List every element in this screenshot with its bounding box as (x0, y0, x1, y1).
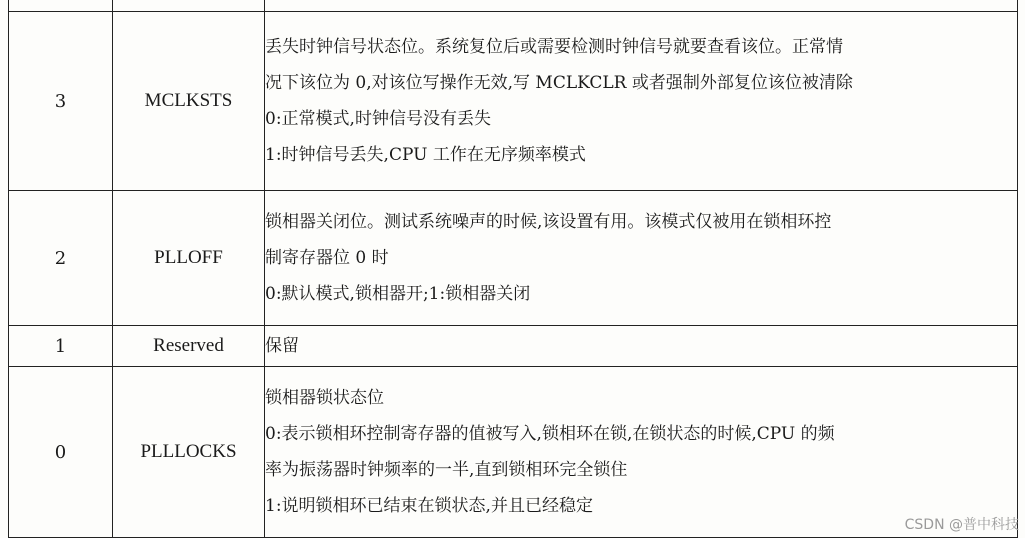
field-name: MCLKSTS (113, 12, 265, 191)
bit-number: 1 (9, 326, 113, 367)
description-line: 况下该位为 0,对该位写操作无效,写 MCLKCLR 或者强制外部复位该位被清除 (265, 73, 853, 93)
field-description (265, 191, 1018, 326)
field-description (265, 12, 1018, 191)
table-row (9, 191, 1018, 326)
description-line: 制寄存器位 0 时 (265, 248, 389, 268)
description-line: 1:说明锁相环已结束在锁状态,并且已经稳定 (265, 496, 593, 516)
table-cell (265, 0, 1018, 12)
field-name: PLLOFF (113, 191, 265, 326)
description-line: 率为振荡器时钟频率的一半,直到锁相环完全锁住 (265, 460, 628, 480)
table-cell (9, 0, 113, 12)
field-description (265, 326, 1018, 367)
field-name: Reserved (113, 326, 265, 367)
description-line: 锁相器关闭位。测试系统噪声的时候,该设置有用。该模式仅被用在锁相环控 (265, 212, 832, 232)
table-cell (113, 0, 265, 12)
bit-number: 2 (9, 191, 113, 326)
watermark: CSDN @普中科技 (904, 517, 1019, 533)
table-row (9, 326, 1018, 367)
field-description (265, 367, 1018, 538)
description-line: 锁相器锁状态位 (265, 388, 384, 408)
description-line: 1:时钟信号丢失,CPU 工作在无序频率模式 (265, 145, 586, 165)
description-line: 0:正常模式,时钟信号没有丢失 (265, 109, 491, 129)
table-row-top-cut (9, 0, 1018, 12)
bit-number: 0 (9, 367, 113, 538)
description-line: 保留 (265, 336, 299, 356)
description-line: 0:默认模式,锁相器开;1:锁相器关闭 (265, 284, 531, 304)
table-row (9, 367, 1018, 538)
bit-number: 3 (9, 12, 113, 191)
description-line: 0:表示锁相环控制寄存器的值被写入,锁相环在锁,在锁状态的时候,CPU 的频 (265, 424, 835, 444)
table-row (9, 12, 1018, 191)
field-name: PLLLOCKS (113, 367, 265, 538)
description-line: 丢失时钟信号状态位。系统复位后或需要检测时钟信号就要查看该位。正常情 (265, 37, 843, 57)
register-bit-table (8, 0, 1018, 538)
